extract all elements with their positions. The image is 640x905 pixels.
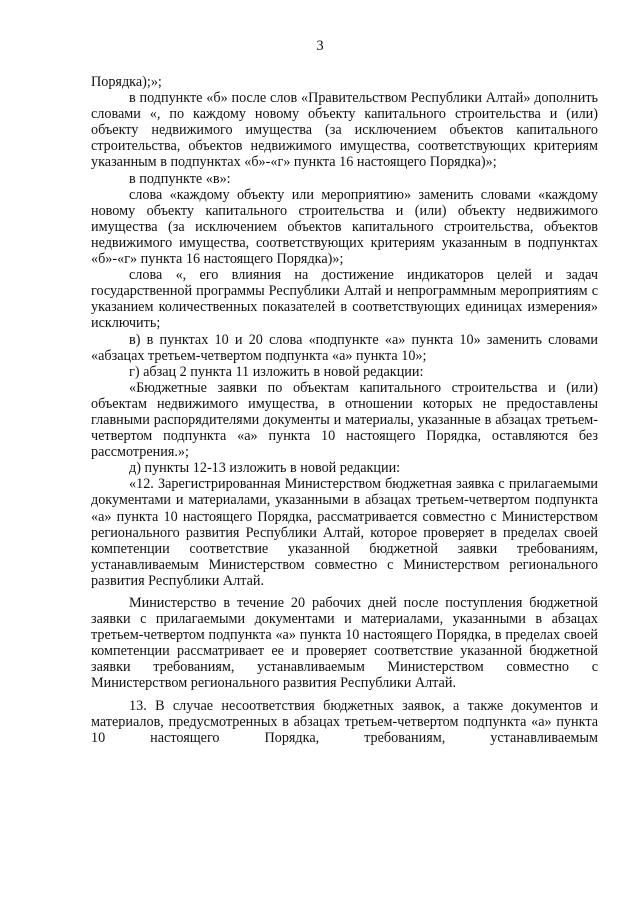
paragraph-item-g: г) абзац 2 пункта 11 изложить в новой редакции: (129, 363, 424, 380)
page-number: 3 (316, 38, 324, 54)
paragraph-item-d: д) пункты 12-13 изложить в новой редакции: (129, 460, 401, 477)
paragraph-subitem-b: в подпункте «б» после слов «Правительством Республики Алтай» дополнить словами «, по каждому новому объекту капитального строительства и (или) объекту недвижимого имущества (за исключением объектов капитального строительства, объектов недвижимого имущества, соответствующих критериям указанным в подпунктах «б»-«г» пункта 16 настоящего Порядка)»; (91, 90, 598, 171)
paragraph-point-12: «12. Зарегистрированная Министерством бюджетная заявка с прилагаемыми документами и материалами, указанными в абзацах третьем-четвертом подпункта «а» пункта 10 настоящего Порядка, рассматривается совместно с Министерством регионального развития Республики Алтай, которое проверяет в пределах своей компетенции соответствие указанной бюджетной заявки требованиям, устанавливаемым Министерством совместно с Министерством регионального развития Республики Алтай. (91, 476, 598, 589)
paragraph-budget-requests: «Бюджетные заявки по объектам капитального строительства и (или) объектам недвижимого имущества, в отношении которых не предоставлены главными распорядителями документы и материалы, указанные в абзацах третьем-четвертом подпункта «а» пункта 10 настоящего Порядка, оставляются без рассмотрения.»; (91, 379, 598, 461)
paragraph-item-v: в) в пунктах 10 и 20 слова «подпункте «а» пункта 10» заменить словами «абзацах третьем-четвертом подпункта «а» пункта 10»; (91, 331, 598, 364)
paragraph-ministry-review: Министерство в течение 20 рабочих дней после поступления бюджетной заявки с прилагаемыми документами и материалами, указанными в абзацах третьем-четвертом подпункта «а» пункта 10 настоящего Порядка, в пределах своей компетенции рассматривает ее и проверяет соответствие указанной бюджетной заявки требованиям, устанавливаемым Министерством совместно с Министерством регионального развития Республики Алтай. (91, 595, 598, 692)
paragraph-point-13: 13. В случае несоответствия бюджетных заявок, а также документов и материалов, предусмотренных в абзацах третьем-четвертом подпункта «а» пункта 10 настоящего Порядка, требованиям, устанавливаемым (91, 697, 598, 746)
paragraph-subitem-v-heading: в подпункте «в»: (129, 170, 231, 187)
paragraph-exclude-words: слова «, его влияния на достижение индикаторов целей и задач государственной программы Республики Алтай и непрограммным мероприятиям с указанием количественных показателей в соответствующих единицах измерения» исключить; (91, 267, 598, 332)
paragraph-replace-words: слова «каждому объекту или мероприятию» заменить словами «каждому новому объекту капитального строительства и (или) объекту недвижимого имущества (за исключением объектов капитального строительства, объектов недвижимого имущества, соответствующих критериям указанным в подпунктах «б»-«г» пункта 16 настоящего Порядка)»; (91, 186, 598, 268)
paragraph-continuation: Порядка);»; (91, 74, 162, 90)
document-body (91, 74, 598, 746)
